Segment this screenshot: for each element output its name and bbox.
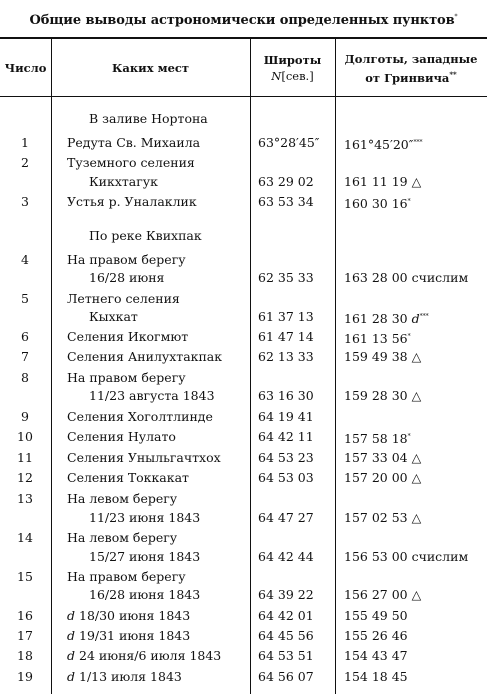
title-text: Общие выводы астрономически определенных пунктов bbox=[29, 13, 455, 28]
row-lon: 161 13 56* bbox=[344, 331, 411, 347]
row-lat: 64 39 22 bbox=[258, 587, 314, 602]
row-place: На правом берегу bbox=[67, 370, 186, 385]
row-lon: 160 30 16* bbox=[344, 196, 411, 212]
table-top-rule bbox=[0, 37, 487, 39]
row-lon: 155 26 46 bbox=[344, 628, 408, 643]
row-lat: 61 47 14 bbox=[258, 329, 314, 344]
row-num: 14 bbox=[17, 530, 33, 545]
row-lon: 161°45′20″*** bbox=[344, 137, 423, 153]
row-lon: 156 53 00 счислим bbox=[344, 549, 469, 564]
row-lon: 159 28 30 △ bbox=[344, 388, 422, 403]
row-lon: 154 18 45 bbox=[344, 669, 408, 684]
row-lat: 64 42 01 bbox=[258, 608, 314, 623]
column-divider-1 bbox=[51, 39, 52, 694]
row-place: Летнего селения bbox=[67, 291, 180, 306]
row-lon: 161 28 30 d*** bbox=[344, 311, 429, 327]
row-num: 8 bbox=[21, 370, 29, 385]
row-lat: 63 53 34 bbox=[258, 194, 314, 209]
row-place: На левом берегу bbox=[67, 530, 178, 545]
section-title: По реке Квихпак bbox=[89, 228, 202, 243]
row-lon: 155 49 50 bbox=[344, 608, 408, 623]
row-place: d 19/31 июня 1843 bbox=[67, 628, 191, 643]
row-lat: 63°28′45″ bbox=[258, 135, 320, 150]
header-num: Число bbox=[4, 61, 47, 75]
row-lon: 157 20 00 △ bbox=[344, 470, 422, 485]
row-lon: 161 11 19 △ bbox=[344, 174, 422, 189]
row-num: 1 bbox=[21, 135, 29, 150]
row-num: 7 bbox=[21, 349, 29, 364]
row-num: 10 bbox=[17, 429, 33, 444]
row-num: 4 bbox=[21, 252, 29, 267]
row-place-cont: 11/23 августа 1843 bbox=[89, 388, 215, 403]
row-place: Селения Анилухтакпак bbox=[67, 349, 223, 364]
row-place-cont: 11/23 июня 1843 bbox=[89, 510, 201, 525]
column-divider-2 bbox=[250, 39, 251, 694]
row-lat: 64 53 23 bbox=[258, 450, 314, 465]
row-place: Селения Токкакат bbox=[67, 470, 189, 485]
row-lat: 64 53 03 bbox=[258, 470, 314, 485]
row-place: Селения Икогмют bbox=[67, 329, 189, 344]
row-lat: 61 37 13 bbox=[258, 309, 314, 324]
row-place: Селения Уныльгачтхох bbox=[67, 450, 221, 465]
row-lat: 62 13 33 bbox=[258, 349, 314, 364]
row-lon: 154 43 47 bbox=[344, 648, 408, 663]
row-place: На левом берегу bbox=[67, 491, 178, 506]
row-num: 5 bbox=[21, 291, 29, 306]
row-lat: 63 16 30 bbox=[258, 388, 314, 403]
row-place: Туземного селения bbox=[67, 155, 195, 170]
title-footnote-mark: * bbox=[454, 13, 458, 21]
row-lon: 163 28 00 счислим bbox=[344, 270, 469, 285]
row-lat: 64 19 41 bbox=[258, 409, 314, 424]
row-place-cont: 16/28 июня bbox=[89, 270, 165, 285]
row-lat: 64 53 51 bbox=[258, 648, 314, 663]
row-lon: 157 58 18* bbox=[344, 431, 411, 447]
row-lat: 64 45 56 bbox=[258, 628, 314, 643]
row-place-cont: 16/28 июня 1843 bbox=[89, 587, 201, 602]
header-latitude: Широты N[сев.] bbox=[263, 53, 322, 83]
row-place: Селения Нулато bbox=[67, 429, 176, 444]
row-place-cont: Кикхтагук bbox=[89, 174, 158, 189]
row-num: 13 bbox=[17, 491, 33, 506]
section-title: В заливе Нортона bbox=[89, 111, 208, 126]
row-num: 6 bbox=[21, 329, 29, 344]
row-num: 19 bbox=[17, 669, 33, 684]
row-place: d 24 июня/6 июля 1843 bbox=[67, 648, 222, 663]
row-lon: 156 27 00 △ bbox=[344, 587, 422, 602]
row-lat: 64 47 27 bbox=[258, 510, 314, 525]
header-longitude: Долготы, западные от Гринвича** bbox=[344, 51, 478, 85]
row-place: Редута Св. Михаила bbox=[67, 135, 201, 150]
row-num: 15 bbox=[17, 569, 33, 584]
row-place-cont: 15/27 июня 1843 bbox=[89, 549, 201, 564]
row-lon: 157 02 53 △ bbox=[344, 510, 422, 525]
column-divider-3 bbox=[335, 39, 336, 694]
row-num: 3 bbox=[21, 194, 29, 209]
row-num: 9 bbox=[21, 409, 29, 424]
row-lat: 63 29 02 bbox=[258, 174, 314, 189]
row-num: 17 bbox=[17, 628, 33, 643]
row-num: 16 bbox=[17, 608, 33, 623]
row-num: 2 bbox=[21, 155, 29, 170]
row-place: d 18/30 июня 1843 bbox=[67, 608, 191, 623]
row-num: 11 bbox=[17, 450, 33, 465]
row-place: Селения Хоголтлинде bbox=[67, 409, 213, 424]
row-num: 12 bbox=[17, 470, 33, 485]
row-lat: 64 56 07 bbox=[258, 669, 314, 684]
row-place: Устья р. Уналаклик bbox=[67, 194, 197, 209]
row-lat: 64 42 44 bbox=[258, 549, 314, 564]
header-bottom-rule bbox=[0, 96, 487, 97]
page-title bbox=[0, 13, 487, 28]
row-place: d 1/13 июля 1843 bbox=[67, 669, 182, 684]
row-lat: 62 35 33 bbox=[258, 270, 314, 285]
row-lat: 64 42 11 bbox=[258, 429, 314, 444]
row-place-cont: Кыхкат bbox=[89, 309, 138, 324]
header-place: Каких мест bbox=[111, 61, 190, 75]
row-lon: 159 49 38 △ bbox=[344, 349, 422, 364]
row-lon: 157 33 04 △ bbox=[344, 450, 422, 465]
row-place: На правом берегу bbox=[67, 252, 186, 267]
row-place: На правом берегу bbox=[67, 569, 186, 584]
row-num: 18 bbox=[17, 648, 33, 663]
